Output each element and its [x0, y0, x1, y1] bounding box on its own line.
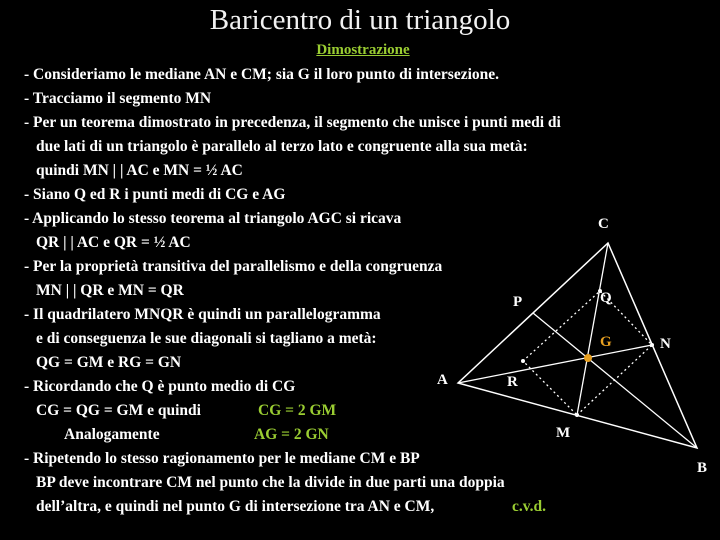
label-a: A [437, 372, 448, 388]
text-line: QR | | AC e QR = ½ AC [36, 234, 191, 251]
label-r: R [507, 374, 518, 390]
text-line: - Per un teorema dimostrato in precedenza, il segmento che unisce i punti medi di [24, 114, 561, 131]
text-line-highlight: CG = 2 GM [258, 402, 337, 419]
text-line: due lati di un triangolo è parallelo al terzo lato e congruente alla sua metà: [36, 138, 528, 155]
text-line: Analogamente [64, 426, 160, 443]
text-line: - Ricordando che Q è punto medio di CG [24, 378, 296, 395]
text-line: - Siano Q ed R i punti medi di CG e AG [24, 186, 286, 203]
text-line: quindi MN | | AC e MN = ½ AC [36, 162, 243, 179]
point-r [521, 359, 525, 363]
text-line: - Consideriamo le mediane AN e CM; sia G il loro punto di intersezione. [24, 66, 500, 83]
text-line: e di conseguenza le sue diagonali si tagliano a metà: [36, 330, 377, 347]
median-an [458, 345, 652, 383]
text-line: - Il quadrilatero MNQR è quindi un parallelogramma [24, 306, 381, 323]
text-line: CG = QG = GM e quindi [36, 402, 201, 419]
text-line: - Per la proprietà transitiva del parallelismo e della congruenza [24, 258, 443, 275]
centroid-g [584, 354, 592, 362]
text-line: - Tracciamo il segmento MN [24, 90, 212, 107]
point-n [650, 343, 654, 347]
text-line: BP deve incontrare CM nel punto che la divide in due parti una doppia [36, 474, 505, 491]
point-m [575, 413, 579, 417]
label-b: B [697, 460, 708, 476]
label-n: N [660, 336, 671, 352]
label-c: C [598, 216, 609, 232]
slide-title: Baricentro di un triangolo [209, 4, 511, 36]
slide-subtitle: Dimostrazione [316, 42, 410, 58]
text-line: dell’altra, e quindi nel punto G di intersezione tra AN e CM, [36, 498, 435, 515]
text-line: QG = GM e RG = GN [36, 354, 182, 371]
text-line: - Applicando lo stesso teorema al triangolo AGC si ricava [24, 210, 402, 227]
label-m: M [556, 425, 571, 441]
text-line-highlight: c.v.d. [512, 498, 547, 515]
median-cm [577, 243, 608, 415]
text-line: MN | | QR e MN = QR [36, 282, 184, 299]
label-q: Q [600, 290, 612, 306]
label-p: P [513, 294, 523, 310]
parallelogram-mnqr [523, 291, 652, 415]
text-line: - Ripetendo lo stesso ragionamento per le mediane CM e BP [24, 450, 420, 467]
text-line-highlight: AG = 2 GN [254, 426, 329, 443]
label-g: G [600, 334, 612, 350]
